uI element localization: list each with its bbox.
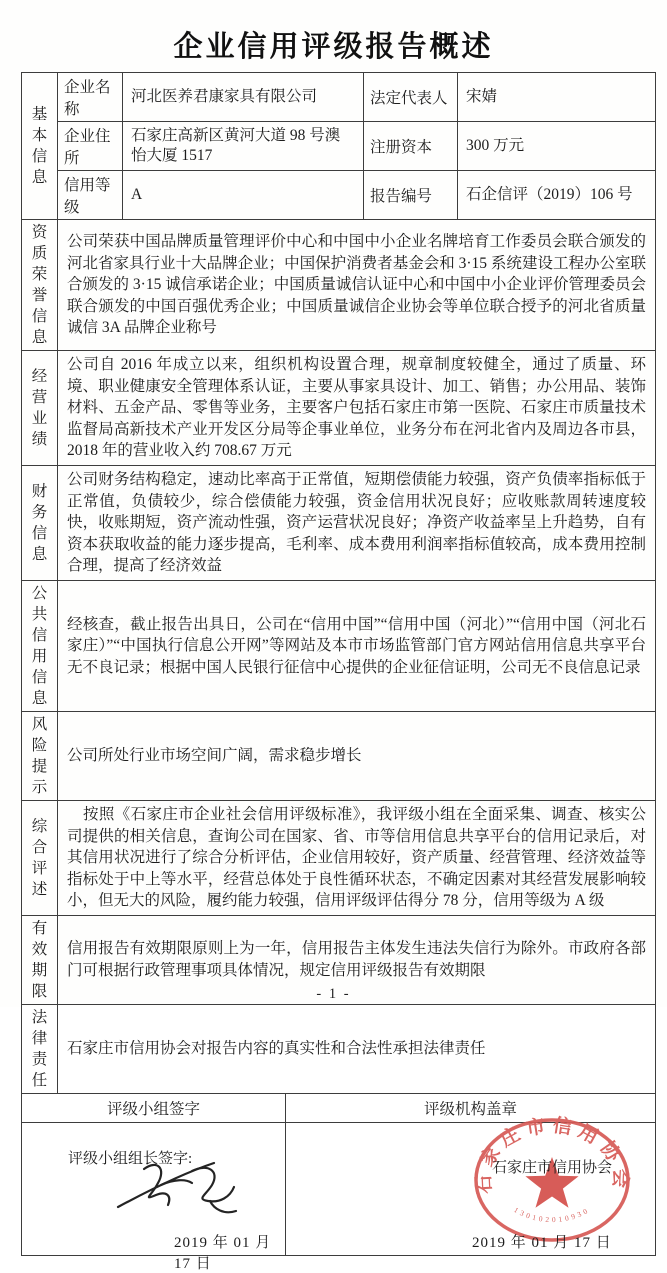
section-label-validity-period: 有效期限	[22, 915, 58, 1004]
table-row	[22, 1122, 656, 1255]
signature-team-header: 评级小组签字	[22, 1093, 286, 1122]
section-label-overall-review: 综合评述	[22, 800, 58, 915]
section-text-public-credit: 经核查，截止报告出具日，公司在“信用中国”“信用中国（河北）”“信用中国（河北石家庄）”“中国执行信息公开网”等网站及本市市场监管部门官方网站信用信息共享平台无不良记录；根据中国人民银行征信中心提供的企业征信证明，公司无不良信息记录	[58, 580, 656, 711]
table-row	[22, 220, 656, 351]
field-address-value: 石家庄高新区黄河大道 98 号澳怡大厦 1517	[123, 122, 364, 171]
table-row	[22, 171, 656, 220]
stamp-curved-text: 石家庄市信用协会	[473, 1115, 631, 1195]
signature-team-cell	[22, 1122, 286, 1272]
section-label-qualifications: 资质荣誉信息	[22, 220, 58, 351]
section-label-business-performance: 经营业绩	[22, 351, 58, 466]
section-text-business-performance: 公司自 2016 年成立以来，组织机构设置合理，规章制度较健全，通过了质量、环境、职业健康安全管理体系认证，主要从事家具设计、加工、销售；办公用品、装饰材料、五金产品、零售等业务，主要客户包括石家庄市第一医院、石家庄市质量技术监督局高新技术产业开发区分局等企事业单位，业务分布在河北省内及周边各市县，2018 年的营业收入约 708.67 万元	[58, 351, 656, 466]
organization-seal-stamp	[472, 1115, 632, 1245]
field-credit-rating-label: 信用等级	[58, 171, 123, 220]
table-row	[22, 351, 656, 466]
handwritten-signature	[114, 1155, 249, 1225]
field-report-number-label: 报告编号	[364, 171, 458, 220]
section-label-legal-responsibility: 法律责任	[22, 1004, 58, 1093]
team-leader-signature-label: 评级小组组长签字:	[68, 1150, 193, 1167]
field-report-number-value: 石企信评（2019）106 号	[458, 171, 656, 220]
field-company-name-label: 企业名称	[58, 73, 123, 122]
stamp-serial-number: 130102010930	[512, 1205, 592, 1225]
section-text-legal-responsibility: 石家庄市信用协会对报告内容的真实性和合法性承担法律责任	[58, 1004, 656, 1093]
section-text-overall-review: 按照《石家庄市企业社会信用评级标准》，我评级小组在全面采集、调查、核实公司提供的相关信息，查询公司在国家、省、市等信用信息共享平台的信用记录后，对其信用状况进行了综合分析评估，企业信用较好，资产质量、经营管理、经济效益等指标处于中上等水平，经营总体处于良性循环状态，不确定因素对其经营发展影响较小，但无大的风险，履约能力较强，信用评级评估得分 78 分，信用等级为 A 级	[58, 800, 656, 915]
svg-text:130102010930	[512, 1205, 591, 1224]
section-label-public-credit: 公共信用信息	[22, 580, 58, 711]
field-company-name-value: 河北医养君康家具有限公司	[123, 73, 364, 122]
signature-org-cell	[286, 1115, 656, 1255]
organization-name: 石家庄市信用协会	[491, 1159, 612, 1176]
table-row	[22, 465, 656, 580]
field-credit-rating-value: A	[123, 171, 364, 220]
field-registered-capital-value: 300 万元	[458, 122, 656, 171]
field-legal-rep-label: 法定代表人	[364, 73, 458, 122]
report-table	[21, 72, 656, 1272]
table-row	[22, 1004, 656, 1093]
section-label-basic-info: 基本信息	[22, 73, 58, 220]
table-row	[22, 73, 656, 122]
section-label-risk-warning: 风险提示	[22, 711, 58, 800]
table-row	[22, 800, 656, 915]
org-signature-date: 2019 年 01 月 17 日	[472, 1234, 612, 1251]
field-registered-capital-label: 注册资本	[364, 122, 458, 171]
field-address-label: 企业住所	[58, 122, 123, 171]
signature-org-header: 评级机构盖章	[286, 1093, 656, 1122]
section-text-qualifications: 公司荣获中国品牌质量管理评价中心和中国中小企业名牌培育工作委员会联合颁发的河北省家具行业十大品牌企业；中国保护消费者基金会和 3·15 系统建设工程办公室联合颁发的 3·15 诚信承诺企业；中国质量诚信认证中心和中国中小企业评价管理委员会联合颁发的中国百强优秀企业；中国质量诚信企业协会等单位联合授予的河北省质量诚信 3A 品牌企业称号	[58, 220, 656, 351]
field-legal-rep-value: 宋婧	[458, 73, 656, 122]
page-number: - 1 -	[316, 986, 351, 1002]
section-text-validity-period: 信用报告有效期限原则上为一年，信用报告主体发生违法失信行为除外。市政府各部门可根据行政管理事项具体情况，规定信用评级报告有效期限	[58, 915, 656, 1004]
table-row	[22, 580, 656, 711]
section-text-financial-info: 公司财务结构稳定，速动比率高于正常值，短期偿债能力较强，资产负债率指标低于正常值，负债较少，综合偿债能力较强，资金信用状况良好；应收账款周转速度较快，收账期短，资产流动性强，资产运营状况良好；净资产收益率呈上升趋势，自有资本获取收益的能力逐步提高，毛利率、成本费用利润率指标值较高，成本费用控制合理，提高了经济效益	[58, 465, 656, 580]
table-row	[22, 711, 656, 800]
section-text-risk-warning: 公司所处行业市场空间广阔，需求稳步增长	[58, 711, 656, 800]
team-signature-date: 2019 年 01 月 17 日	[174, 1234, 272, 1272]
section-label-financial-info: 财务信息	[22, 465, 58, 580]
table-row	[22, 122, 656, 171]
page-title: 企业信用评级报告概述	[173, 31, 494, 63]
